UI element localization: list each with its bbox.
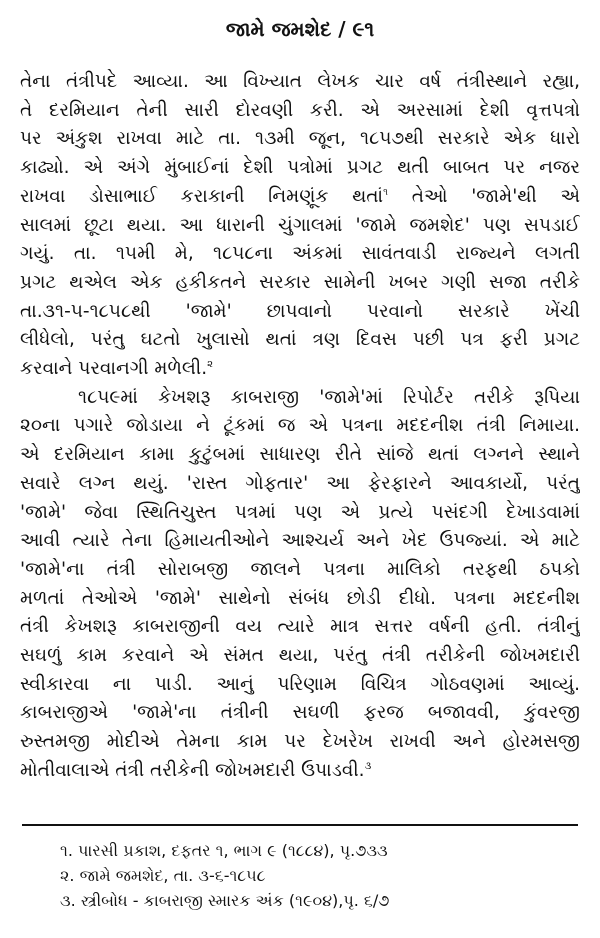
text-line: લીધેલો, પરંતુ ઘટતો ખુલાસો થતાં ત્રણ દિવસ પછી પત્ર ફરી પ્રગટ xyxy=(20,329,580,351)
text-line: 'જામે' જેવા સ્થિતિચુસ્ત પત્રમાં પણ એ પ્રત્યે પસંદગી દેખાડવામાં xyxy=(20,501,580,523)
paragraph-end-line xyxy=(20,355,580,384)
paragraph-end-line xyxy=(20,757,580,786)
running-header: જામે જમશેદ / ૯૧ xyxy=(225,17,375,41)
footnote-divider xyxy=(22,824,578,826)
text-line: પ્રગટ થએલ એક હકીકતને સરકાર સામેની ખબર ગણી સજા તરીકે xyxy=(20,271,580,293)
text-line: સાલમાં છૂટા થયા. આ ધારાની ચુંગાલમાં 'જામે જમશેદ' પણ સપડાઈ xyxy=(20,214,580,236)
footnote-ref-3: ૩ xyxy=(364,760,372,772)
footnote-2: ૨. જામે જમશેદ, તા. ૩-૬-૧૮૫૮ xyxy=(60,866,266,885)
text-line: કાઢ્યો. એ અંગે મુંબાઈનાં દેશી પત્રોમાં પ્રગટ થતી બાબત પર નજર xyxy=(20,157,580,179)
text-line: ૨૦ના પગારે જોડાયા ને ટૂંકમાં જ એ પત્રના મદદનીશ તંત્રી નિમાયા. xyxy=(20,415,580,437)
text-line: મળતાં તેઓએ 'જામે' સાથેનો સંબંધ છોડી દીધો. પત્રના મદદનીશ xyxy=(20,587,580,609)
text-fragment: કરવાને પરવાનગી મળેલી. xyxy=(20,358,208,380)
text-line: તા.૩૧-૫-૧૮૫૮થી 'જામે' છાપવાનો પરવાનો સરકારે ખેંચી xyxy=(20,300,580,322)
text-line: આવી ત્યારે તેના હિમાયતીઓને આશ્ચર્ય અને ખેદ ઉપજ્યાં. એ માટે xyxy=(20,530,580,552)
text-line: એ દરમિયાન કામા કુટુંબમાં સાધારણ રીતે સાંજે થતાં લગ્નને સ્થાને xyxy=(20,444,580,466)
text-line: તંત્રી કેખશરૂ કાબરાજીની વય ત્યારે માત્ર સત્તર વર્ષની હતી. તંત્રીનું xyxy=(20,616,580,638)
footnote-ref-1: ૧ xyxy=(383,186,388,198)
paragraph-first-line: ૧૮૫૯માં કેખશરૂ કાબરાજી 'જામે'માં રિપોર્ટર તરીકે રૂપિયા xyxy=(78,386,580,408)
text-fragment: રાખવા ડોસાભાઈ કરાકાની નિમણૂંક થતાં xyxy=(20,185,384,207)
footnote-1: ૧. પારસી પ્રકાશ, દફતર ૧, ભાગ ૯ (૧૮૮૪), પૃ.૭૩૩ xyxy=(60,841,388,860)
footnote-3: ૩. સ્ત્રીબોધ - કાબરાજી સ્મારક અંક (૧૯૦૪),પૃ. ૬/૭ xyxy=(60,891,390,910)
body-text xyxy=(20,68,580,786)
text-line: તે દરમિયાન તેની સારી દોરવણી કરી. એ અરસામાં દેશી વૃત્તપત્રો xyxy=(20,99,580,121)
text-line: કાબરાજીએ 'જામે'ના તંત્રીની સઘળી ફરજ બજાવવી, કુંવરજી xyxy=(20,702,580,724)
text-line: તેના તંત્રીપદે આવ્યા. આ વિખ્યાત લેખક ચાર વર્ષ તંત્રીસ્થાને રહ્યા, xyxy=(20,71,580,92)
text-line: સ્વીકારવા ના પાડી. આનું પરિણામ વિચિત્ર ગોઠવણમાં આવ્યું. xyxy=(20,673,580,695)
text-line: 'જામે'ના તંત્રી સોરાબજી જાલને પત્રના માલિકો તરફથી ઠપકો xyxy=(20,558,580,580)
text-line: સવારે લગ્ન થયું. 'રાસ્ત ગોફતાર' આ ફેરફારને આવકાર્યો, પરંતુ xyxy=(20,472,580,494)
text-fragment: મોતીવાલાએ તંત્રી તરીકેની જોખમદારી ઉપાડવી. xyxy=(20,759,365,781)
text-fragment: તેઓ 'જામે'થી એ xyxy=(388,185,580,207)
text-line-with-footnote-ref xyxy=(20,183,580,212)
text-line: રુસ્તમજી મોદીએ તેમના કામ પર દેખરેખ રાખવી અને હોરમસજી xyxy=(20,731,580,753)
footnote-ref-2: ૨ xyxy=(207,358,213,370)
text-line: પર અંકુશ રાખવા માટે તા. ૧૩મી જૂન, ૧૮૫૭થી સરકારે એક ધારો xyxy=(20,128,580,150)
footnotes xyxy=(60,838,580,913)
text-line: સઘળું કામ કરવાને એ સંમત થયા, પરંતુ તંત્રી તરીકેની જોખમદારી xyxy=(20,645,580,667)
text-line: ગયું. તા. ૧૫મી મે, ૧૮૫૮ના અંકમાં સાવંતવાડી રાજ્યને લગતી xyxy=(20,243,580,265)
